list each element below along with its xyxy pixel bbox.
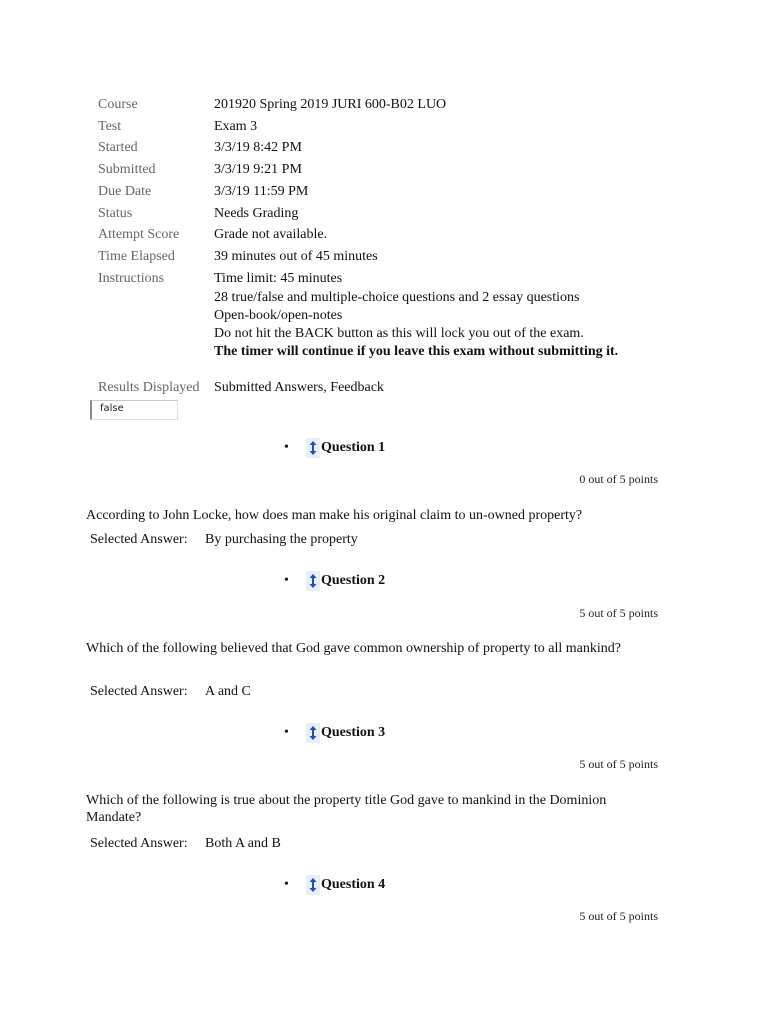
info-label: Test: [98, 118, 122, 134]
selected-answer-value: Both A and B: [205, 836, 281, 851]
question-title: Question 2: [321, 573, 386, 588]
bullet-icon: •: [284, 877, 289, 892]
selected-answer: [90, 532, 358, 548]
info-value: 3/3/19 11:59 PM: [214, 183, 309, 199]
info-value: 201920 Spring 2019 JURI 600-B02 LUO: [214, 97, 447, 112]
expand-vertical-icon[interactable]: [306, 875, 320, 895]
info-label: Time Elapsed: [98, 248, 175, 264]
selected-answer-label: Selected Answer:: [90, 532, 188, 547]
bullet-icon: •: [284, 440, 289, 455]
info-label: Results Displayed: [98, 380, 200, 395]
instructions-text: [214, 268, 698, 361]
question-heading[interactable]: [284, 570, 385, 592]
info-label: Submitted: [98, 162, 156, 178]
question-title: Question 4: [321, 877, 386, 892]
selected-answer: [90, 836, 281, 852]
info-label: Course: [98, 97, 138, 112]
attempt-info-table: [98, 94, 698, 361]
info-value: Needs Grading: [214, 205, 299, 221]
hidden-value-field[interactable]: false: [90, 400, 178, 420]
info-row-results-displayed: [98, 378, 384, 398]
question-points: 5 out of 5 points: [579, 909, 658, 923]
bullet-icon: •: [284, 573, 289, 588]
expand-vertical-icon[interactable]: [306, 438, 320, 458]
info-label: Attempt Score: [98, 227, 180, 243]
info-value: 3/3/19 9:21 PM: [214, 162, 302, 178]
info-row-course: [98, 94, 698, 116]
info-row-test: [98, 116, 698, 138]
question-points: 5 out of 5 points: [579, 757, 658, 771]
info-label: Status: [98, 205, 133, 221]
instructions-line: Open-book/open-notes: [214, 307, 343, 323]
info-row-started: [98, 137, 698, 159]
info-row-instructions: [98, 268, 698, 361]
info-value: 3/3/19 8:42 PM: [214, 140, 302, 156]
question-text: Which of the following believed that God gave common ownership of property to all mankind?: [86, 641, 621, 656]
expand-vertical-icon[interactable]: [306, 571, 320, 591]
question-title: Question 3: [321, 725, 386, 740]
question-heading[interactable]: [284, 874, 385, 896]
info-row-time-elapsed: [98, 246, 698, 268]
selected-answer-value: By purchasing the property: [205, 532, 358, 547]
info-value: 39 minutes out of 45 minutes: [214, 248, 378, 264]
question-title: Question 1: [321, 440, 386, 455]
instructions-warning: The timer will continue if you leave this exam without submitting it.: [214, 343, 619, 359]
selected-answer-label: Selected Answer:: [90, 684, 188, 699]
info-label: Due Date: [98, 183, 152, 199]
selected-answer-value: A and C: [205, 684, 251, 699]
instructions-line: 28 true/false and multiple-choice questions and 2 essay questions: [214, 289, 580, 305]
question-heading[interactable]: [284, 437, 385, 459]
question-points: 5 out of 5 points: [579, 606, 658, 620]
info-label: Started: [98, 140, 138, 156]
info-label: Instructions: [98, 270, 165, 286]
info-row-submitted: [98, 159, 698, 181]
info-value: Exam 3: [214, 118, 258, 134]
info-row-attempt-score: [98, 224, 698, 246]
expand-vertical-icon[interactable]: [306, 723, 320, 743]
question-text: According to John Locke, how does man make his original claim to un-owned property?: [86, 508, 583, 523]
bullet-icon: •: [284, 725, 289, 740]
selected-answer: [90, 684, 251, 700]
info-value: Submitted Answers, Feedback: [214, 380, 384, 395]
selected-answer-label: Selected Answer:: [90, 836, 188, 851]
instructions-line: Time limit: 45 minutes: [214, 270, 343, 286]
info-row-due-date: [98, 181, 698, 203]
info-value: Grade not available.: [214, 227, 328, 243]
instructions-line: Do not hit the BACK button as this will lock you out of the exam.: [214, 325, 584, 341]
question-text: Which of the following is true about the property title God gave to mankind in the Dominion Mandate?: [86, 793, 607, 825]
question-heading[interactable]: [284, 722, 385, 744]
info-row-status: [98, 203, 698, 225]
question-points: 0 out of 5 points: [579, 472, 658, 486]
